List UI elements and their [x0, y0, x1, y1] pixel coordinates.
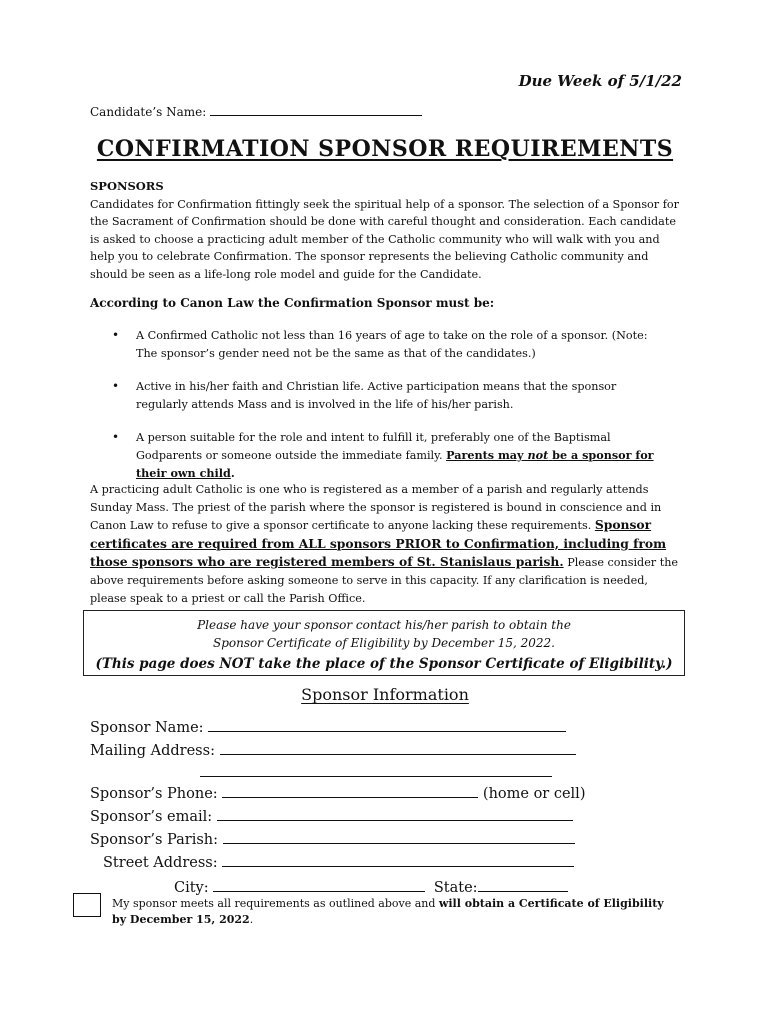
practicing-tail: Please consider the above requirements before asking someone to serve in this capacity. If any clarification is needed, please speak to a priest or call the Parish Office. — [90, 556, 679, 605]
candidate-name-field — [90, 104, 422, 119]
mailing-address-line-2 — [200, 762, 552, 784]
practicing-paragraph — [90, 481, 682, 607]
callout-line-3: (This page does NOT take the place of the Sponsor Certificate of Eligibility.) — [95, 656, 673, 672]
sponsor-email-label: Sponsor’s email: — [90, 809, 213, 825]
street-address-line[interactable] — [222, 852, 574, 867]
sponsor-email-line[interactable] — [217, 806, 573, 821]
list-item — [90, 327, 670, 362]
mailing-address-line-2-input[interactable] — [200, 762, 552, 777]
canon-law-heading: According to Canon Law the Confirmation Sponsor must be: — [90, 296, 495, 310]
candidate-name-line[interactable] — [210, 104, 422, 116]
sponsor-name-field — [90, 717, 566, 739]
sponsor-name-label: Sponsor Name: — [90, 720, 204, 736]
callout-line-1: Please have your sponsor contact his/her parish to obtain the — [197, 618, 571, 632]
callout-line-2: Sponsor Certificate of Eligibility by December 15, 2022. — [213, 636, 555, 650]
page-title: CONFIRMATION SPONSOR REQUIREMENTS — [96, 136, 674, 162]
sponsor-parish-label: Sponsor’s Parish: — [90, 832, 219, 848]
period: . — [230, 465, 235, 480]
sponsor-phone-line[interactable] — [222, 783, 478, 798]
confirm-text: My sponsor meets all requirements as outlined above and — [112, 897, 436, 910]
mailing-address-field — [90, 740, 576, 762]
certificate-emphasis: Sponsor certificates are required from ALL sponsors PRIOR to Confirmation, including from those sponsors who are registered members of St. Stanislaus parish. — [90, 517, 667, 570]
sponsors-heading: SPONSORS — [90, 179, 164, 193]
city-line[interactable] — [213, 877, 425, 892]
confirm-statement — [112, 896, 672, 928]
bullet-icon: • — [112, 328, 120, 342]
state-label: State: — [433, 880, 478, 896]
requirement-text: A Confirmed Catholic not less than 16 years of age to take on the role of a sponsor. (Note: The sponsor’s gender need not be the same as that of the candidates.) — [136, 329, 648, 360]
state-line[interactable] — [478, 877, 568, 892]
confirm-checkbox[interactable] — [73, 893, 101, 917]
confirm-period: . — [249, 913, 254, 926]
bullet-icon: • — [112, 379, 120, 394]
sponsor-name-line[interactable] — [208, 717, 566, 732]
sponsor-phone-label: Sponsor’s Phone: — [90, 786, 218, 802]
sponsors-intro: Candidates for Confirmation fittingly seek the spiritual help of a sponsor. The selection of a Sponsor for the Sacrament of Confirmation should be done with careful thought and consideration. Each candidate is asked to choose a practicing adult member of the Catholic community who will walk with you and help you to celebrate Confirmation. The sponsor represents the believing Catholic community and should be seen as a life-long role model and guide for the Candidate. — [90, 197, 679, 281]
sponsor-parish-field — [90, 829, 575, 851]
city-label: City: — [174, 880, 209, 896]
bullet-icon: • — [112, 430, 120, 445]
mailing-address-label: Mailing Address: — [90, 743, 215, 759]
requirement-text: A person suitable for the role and intent to fulfill it, preferably one of the Baptismal Godparents or someone outside the immediate family. — [136, 431, 611, 462]
street-address-label: Street Address: — [103, 855, 218, 871]
confirm-bold: will obtain a Certificate of Eligibility by December 15, 2022 — [112, 897, 664, 926]
parents-note: Parents may not be a sponsor for their own child — [136, 447, 654, 480]
requirements-list — [90, 327, 670, 498]
sponsor-phone-field — [90, 783, 585, 805]
candidate-name-label: Candidate’s Name: — [90, 105, 207, 119]
list-item — [90, 378, 670, 413]
list-item — [90, 429, 670, 482]
eligibility-callout-box — [83, 610, 685, 676]
sponsor-info-heading: Sponsor Information — [301, 685, 469, 704]
sponsor-email-field — [90, 806, 573, 828]
phone-note: (home or cell) — [482, 786, 586, 802]
sponsors-section — [90, 178, 682, 284]
due-date: Due Week of 5/1/22 — [518, 72, 682, 90]
mailing-address-line[interactable] — [220, 740, 576, 755]
sponsor-parish-line[interactable] — [223, 829, 575, 844]
street-address-field — [103, 852, 574, 874]
requirement-text: Active in his/her faith and Christian life. Active participation means that the sponsor regularly attends Mass and is involved in the life of his/her parish. — [136, 380, 617, 411]
practicing-text: A practicing adult Catholic is one who is registered as a member of a parish and regularly attends Sunday Mass. The priest of the parish where the sponsor is registered is bound in conscience and in Canon Law to refuse to give a sponsor certificate to anyone lacking these requirements. — [90, 483, 662, 533]
